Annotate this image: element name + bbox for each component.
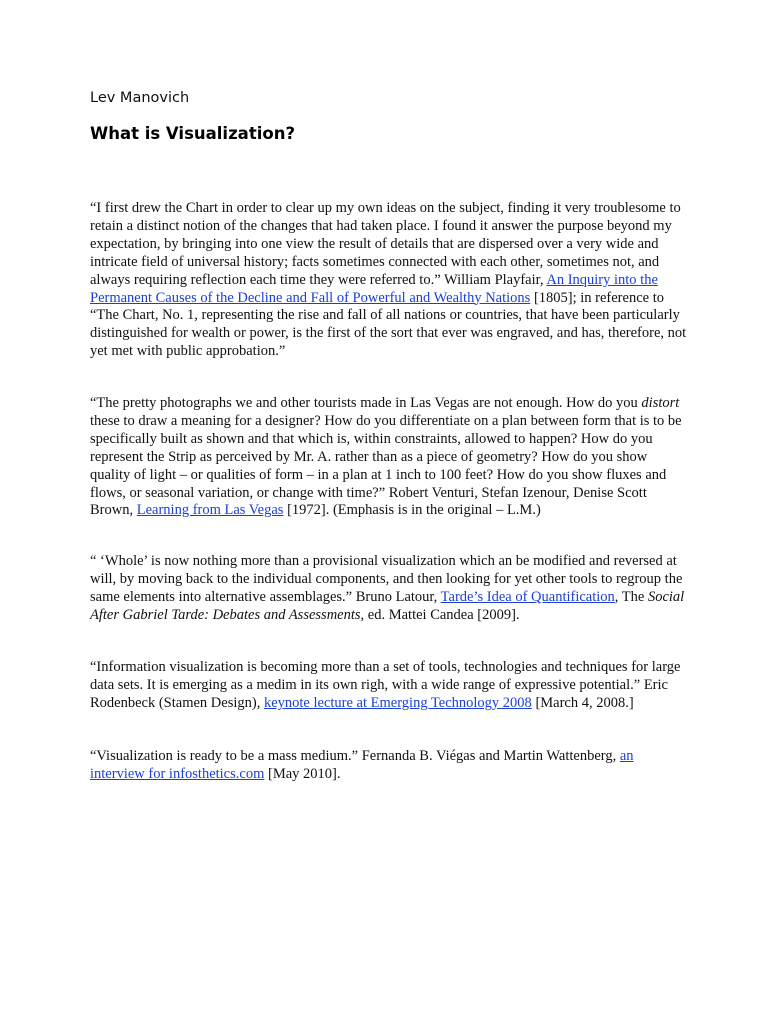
quote-text: , ed. Mattei Candea [2009]. bbox=[360, 606, 520, 623]
quote-text: , The bbox=[614, 588, 648, 605]
tarde-quantification-link[interactable]: Tarde’s Idea of Quantification bbox=[440, 588, 615, 605]
quote-latour bbox=[90, 553, 690, 625]
quote-viegas-wattenberg bbox=[90, 748, 690, 784]
quote-playfair bbox=[90, 200, 690, 361]
book-title-italic: Social After Gabriel Tarde: Debates and Assessments bbox=[90, 588, 685, 623]
quote-text: these to draw a meaning for a designer? How do you differentiate on a plan between form that is to be specifically built as shown and that which is, within constraints, allowed to happen? How do you represent the Strip as perceived by Mr. A. rather than as a piece of geometry? How do you show quality of light – or qualities of form – in a plan at 1 inch to 100 feet? How do you show fluxes and flows, or seasonal variation, or change with time?” Robert Venturi, Stefan Izenour, Denise Scott Brown, bbox=[90, 412, 682, 519]
playfair-book-link[interactable]: An Inquiry into the Permanent Causes of the Decline and Fall of Powerful and Wealthy Nations bbox=[90, 271, 658, 306]
quote-text: [March 4, 2008.] bbox=[531, 694, 634, 711]
quote-venturi bbox=[90, 395, 690, 520]
author-name: Lev Manovich bbox=[90, 90, 190, 106]
quote-text: “I first drew the Chart in order to clear up my own ideas on the subject, finding it very troublesome to retain a distinct notion of the changes that had taken place. I found it answer the purpose beyond my expectation, by bringing into one view the result of details that are dispersed over a very wide and intricate field of universal history; facts sometimes connected with each other, sometimes not, and always requiring reflection each time they were referred to.” William Playfair, bbox=[90, 200, 681, 288]
quote-text: “ ‘Whole’ is now nothing more than a provisional visualization which an be modified and reversed at will, by moving back to the individual components, and then looking for yet other tools to regroup the same elements into alternative assemblages.” Bruno Latour, bbox=[90, 553, 683, 605]
las-vegas-book-link[interactable]: Learning from Las Vegas bbox=[136, 502, 284, 519]
quote-text: “Information visualization is becoming more than a set of tools, technologies and techniques for large data sets. It is emerging as a medim in its own righ, with a wide range of expressive potential.” Eric Rodenbeck (Stamen Design), bbox=[90, 659, 681, 711]
infosthetics-interview-link[interactable]: an interview for infosthetics.com bbox=[90, 748, 634, 782]
quote-rodenbeck bbox=[90, 659, 690, 713]
quote-text: “Visualization is ready to be a mass medium.” Fernanda B. Viégas and Martin Wattenberg, bbox=[90, 748, 620, 764]
emphasis-text: distort bbox=[641, 395, 680, 411]
quote-text: [1805]; in reference to “The Chart, No. 1, representing the rise and fall of all nations or countries, that have been particularly distinguished for wealth or power, is the first of the sort that ever was engraved, and has, therefore, not yet met with public approbation.” bbox=[90, 289, 687, 360]
quote-text: “The pretty photographs we and other tourists made in Las Vegas are not enough. How do you bbox=[90, 395, 642, 411]
keynote-lecture-link[interactable]: keynote lecture at Emerging Technology 2008 bbox=[263, 694, 532, 711]
quote-text: [1972]. (Emphasis is in the original – L.M.) bbox=[283, 502, 541, 519]
document-title: What is Visualization? bbox=[90, 124, 296, 143]
quote-text: [May 2010]. bbox=[264, 765, 341, 782]
